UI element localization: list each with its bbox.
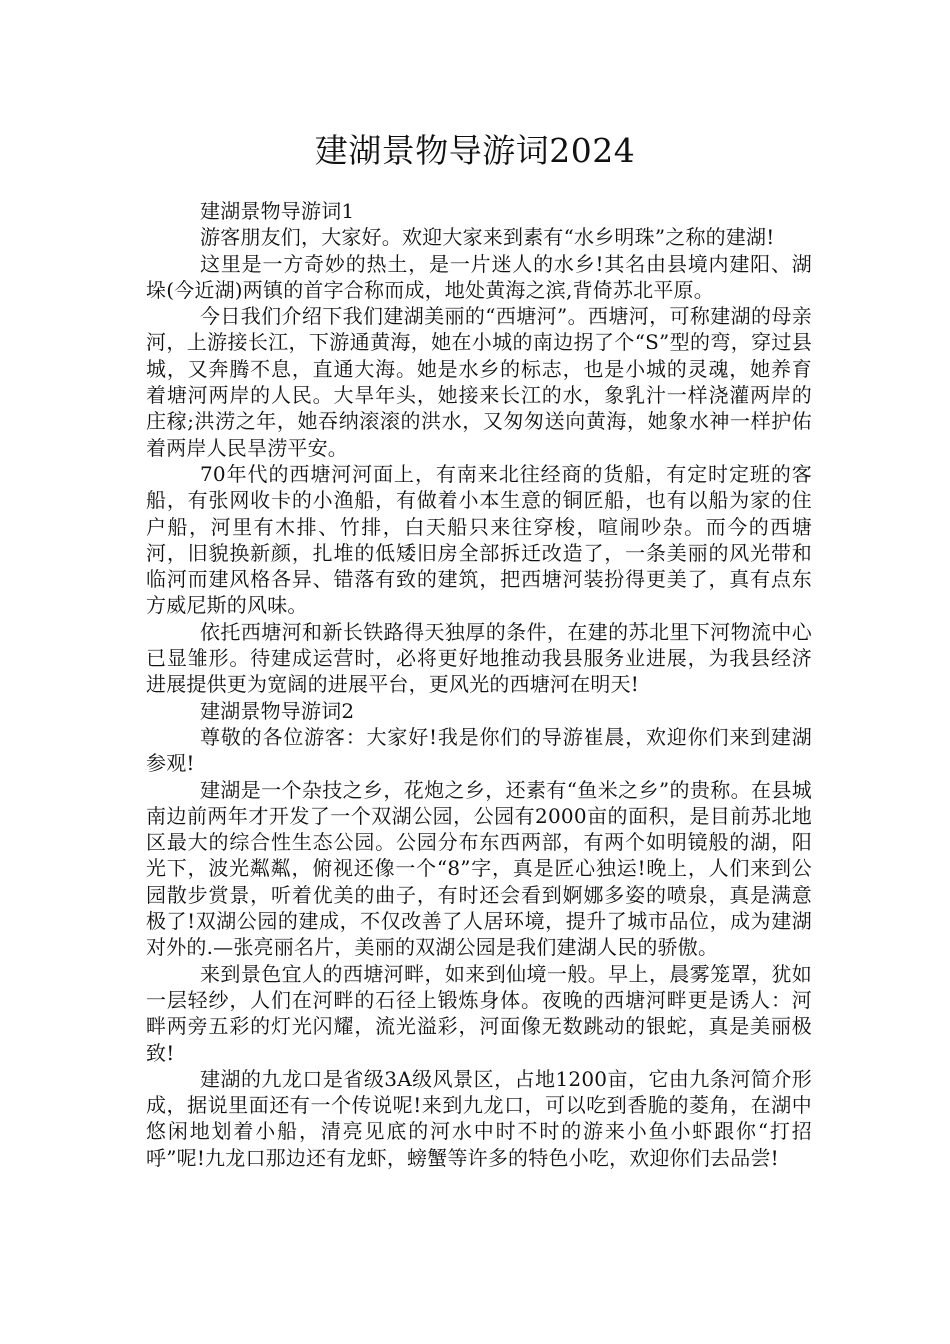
paragraph: 游客朋友们，大家好。欢迎大家来到素有“水乡明珠”之称的建湖! (200, 225, 775, 250)
document-title: 建湖景物导游词2024 (314, 131, 636, 170)
paragraph: 今日我们介绍下我们建湖美丽的“西塘河”。西塘河，可称建湖的母亲河，上游接长江，下游通黄海，她在小城的南边拐了个“S”型的弯，穿过县城，又奔腾不息，直通大海。她是水乡的标志，也是小城的灵魂，她养育着塘河两岸的人民。大旱年头，她接来长江的水，象乳汁一样浇灌两岸的庄稼;洪涝之年，她吞纳滚滚的洪水，又匆匆送向黄海，她象水神一样护佑着两岸人民旱涝平安。 (146, 304, 812, 460)
paragraph: 这里是一方奇妙的热土，是一片迷人的水乡!其名由县境内建阳、湖垛(今近湖)两镇的首字合称而成，地处黄海之滨,背倚苏北平原。 (146, 251, 812, 302)
paragraph: 依托西塘河和新长铁路得天独厚的条件，在建的苏北里下河物流中心已显雏形。待建成运营时，必将更好地推动我县服务业进展，为我县经济进展提供更为宽阔的进展平台，更风光的西塘河在明天! (146, 619, 812, 697)
section-heading-1: 建湖景物导游词1 (200, 199, 355, 223)
section-heading-2: 建湖景物导游词2 (200, 698, 355, 723)
paragraph: 建湖是一个杂技之乡，花炮之乡，还素有“鱼米之乡”的贵称。在县城南边前两年才开发了一个双湖公园，公园有2000亩的面积，是目前苏北地区最大的综合性生态公园。公园分布东西两部，有两个如明镜般的湖，阳光下，波光粼粼，俯视还像一个“8”字，真是匠心独运!晚上，人们来到公园散步赏景，听着优美的曲子，有时还会看到婀娜多姿的喷泉，真是满意极了!双湖公园的建成，不仅改善了人居环境，提升了城市品位，成为建湖对外的.—张亮丽名片，美丽的双湖公园是我们建湖人民的骄傲。 (146, 777, 812, 960)
paragraph: 建湖的九龙口是省级3A级风景区，占地1200亩，它由九条河简介形成，据说里面还有一个传说呢!来到九龙口，可以吃到香脆的菱角，在湖中悠闲地划着小船，清亮见底的河水中时不时的游来小鱼小虾跟你“打招呼”呢!九龙口那边还有龙虾，螃蟹等许多的特色小吃，欢迎你们去品尝! (146, 1066, 812, 1170)
paragraph: 来到景色宜人的西塘河畔，如来到仙境一般。早上，晨雾笼罩，犹如一层轻纱，人们在河畔的石径上锻炼身体。夜晚的西塘河畔更是诱人：河畔两旁五彩的灯光闪耀，流光溢彩，河面像无数跳动的银蛇，真是美丽极致! (146, 961, 812, 1065)
paragraph: 尊敬的各位游客：大家好!我是你们的导游崔晨，欢迎你们来到建湖参观! (146, 724, 812, 776)
paragraph: 70年代的西塘河河面上，有南来北往经商的货船，有定时定班的客船，有张网收卡的小渔船，有做着小本生意的铜匠船，也有以船为家的住户船，河里有木排、竹排，白天船只来往穿梭，喧闹吵杂。而今的西塘河，旧貌换新颜，扎堆的低矮旧房全部拆迁改造了，一条美丽的风光带和临河而建风格各异、错落有致的建筑，把西塘河装扮得更美了，真有点东方威尼斯的风味。 (146, 461, 812, 618)
document-body (146, 198, 812, 1171)
